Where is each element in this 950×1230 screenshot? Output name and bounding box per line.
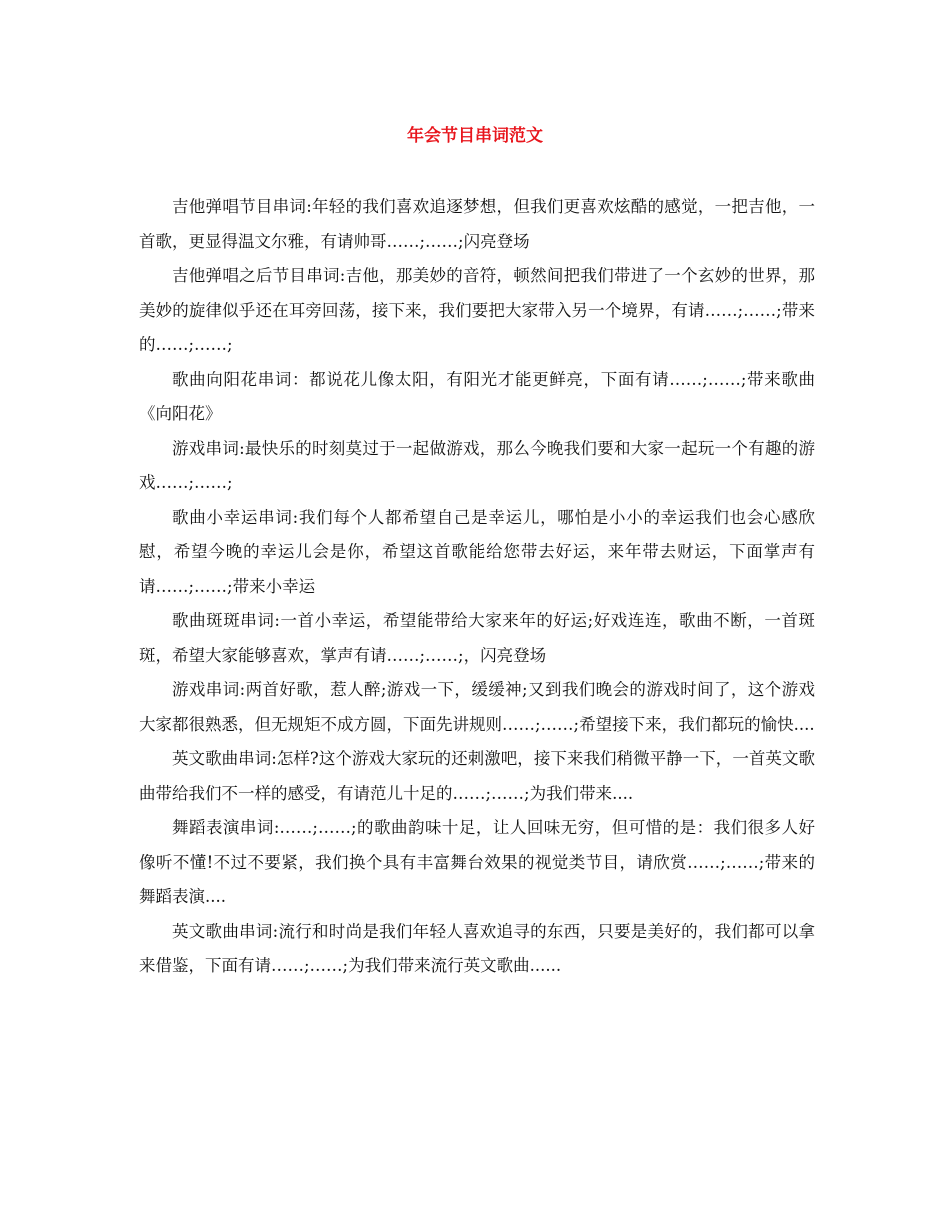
document-body <box>139 190 815 984</box>
paragraph: 英文歌曲串词:流行和时尚是我们年轻人喜欢追寻的东西，只要是美好的，我们都可以拿来借鉴，下面有请……;……;为我们带来流行英文歌曲...... <box>139 921 815 975</box>
paragraph: 游戏串词:两首好歌，惹人醉;游戏一下，缓缓神;又到我们晚会的游戏时间了，这个游戏大家都很熟悉，但无规矩不成方圆，下面先讲规则……;……;希望接下来，我们都玩的愉快.... <box>139 680 815 734</box>
paragraph: 吉他弹唱之后节目串词:吉他，那美妙的音符，顿然间把我们带进了一个玄妙的世界，那美妙的旋律似乎还在耳旁回荡，接下来，我们要把大家带入另一个境界，有请……;……;带来的……;……; <box>139 266 815 354</box>
document-title: 年会节目串词范文 <box>407 126 543 146</box>
paragraph: 英文歌曲串词:怎样?这个游戏大家玩的还刺激吧，接下来我们稍微平静一下，一首英文歌曲带给我们不一样的感受，有请范儿十足的……;……;为我们带来.... <box>139 749 815 803</box>
paragraph: 游戏串词:最快乐的时刻莫过于一起做游戏，那么今晚我们要和大家一起玩一个有趣的游戏……;……; <box>139 438 815 492</box>
paragraph: 歌曲斑斑串词:一首小幸运，希望能带给大家来年的好运;好戏连连，歌曲不断，一首斑斑，希望大家能够喜欢，掌声有请……;……;，闪亮登场 <box>139 611 815 665</box>
paragraph: 吉他弹唱节目串词:年轻的我们喜欢追逐梦想，但我们更喜欢炫酷的感觉，一把吉他，一首歌，更显得温文尔雅，有请帅哥……;……;闪亮登场 <box>139 197 815 251</box>
paragraph: 歌曲小幸运串词:我们每个人都希望自己是幸运儿，哪怕是小小的幸运我们也会心感欣慰，希望今晚的幸运儿会是你，希望这首歌能给您带去好运，来年带去财运，下面掌声有请……;……;带来小幸运 <box>139 507 815 596</box>
paragraph: 歌曲向阳花串词：都说花儿像太阳，有阳光才能更鲜亮，下面有请……;……;带来歌曲《向阳花》 <box>139 369 815 423</box>
paragraph: 舞蹈表演串词:……;……;的歌曲韵味十足，让人回味无穷，但可惜的是：我们很多人好像听不懂!不过不要紧，我们换个具有丰富舞台效果的视觉类节目，请欣赏……;……;带来的舞蹈表演.... <box>139 818 815 906</box>
